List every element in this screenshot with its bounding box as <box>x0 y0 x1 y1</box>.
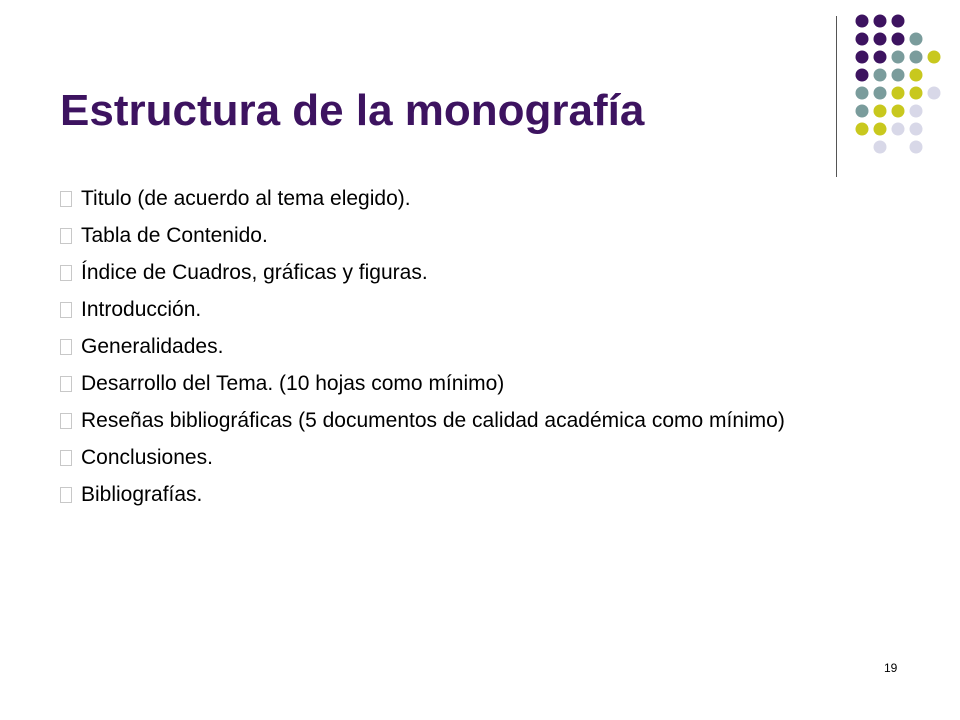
decorative-dot <box>892 123 905 136</box>
decorative-dot <box>892 51 905 64</box>
decorative-dot <box>856 15 869 28</box>
decorative-dot <box>856 87 869 100</box>
decorative-dot <box>910 123 923 136</box>
decorative-dot <box>892 15 905 28</box>
list-item <box>60 223 900 248</box>
list-item-text: Generalidades. <box>81 335 224 358</box>
decorative-dot <box>874 87 887 100</box>
decorative-dot <box>892 33 905 46</box>
slide-title: Estructura de la monografía <box>60 86 645 135</box>
list-item-text: Desarrollo del Tema. (10 hojas como mínimo) <box>81 372 505 395</box>
decorative-dot <box>856 105 869 118</box>
bullet-list <box>60 186 900 519</box>
decorative-dot <box>910 105 923 118</box>
decorative-dot <box>910 33 923 46</box>
page-number: 19 <box>884 661 898 675</box>
list-item-text: Conclusiones. <box>81 446 213 469</box>
list-item-text: Bibliografías. <box>81 483 203 506</box>
list-item-text: Índice de Cuadros, gráficas y figuras. <box>81 261 428 284</box>
decorative-dot <box>928 87 941 100</box>
decorative-dot <box>910 87 923 100</box>
decorative-dot <box>874 123 887 136</box>
decorative-dot <box>874 69 887 82</box>
decorative-vertical-line <box>836 16 837 177</box>
list-item <box>60 482 900 507</box>
list-item <box>60 186 900 211</box>
decorative-dot <box>892 69 905 82</box>
decorative-dot <box>856 51 869 64</box>
list-item <box>60 334 900 359</box>
list-item <box>60 445 900 470</box>
decorative-dot <box>892 87 905 100</box>
bullet-icon <box>60 265 72 281</box>
bullet-icon <box>60 191 72 207</box>
list-item-text: Introducción. <box>81 298 202 321</box>
list-item-text: Reseñas bibliográficas (5 documentos de calidad académica como mínimo) <box>81 409 785 432</box>
list-item <box>60 297 900 322</box>
list-item <box>60 408 900 433</box>
decorative-dot <box>910 141 923 154</box>
decorative-dot <box>856 69 869 82</box>
decorative-dot <box>856 33 869 46</box>
bullet-icon <box>60 450 72 466</box>
decorative-dot <box>874 51 887 64</box>
list-item <box>60 371 900 396</box>
bullet-icon <box>60 228 72 244</box>
decorative-dot <box>874 15 887 28</box>
bullet-icon <box>60 487 72 503</box>
decorative-dot <box>874 105 887 118</box>
decorative-dot <box>892 105 905 118</box>
decorative-dot <box>910 69 923 82</box>
list-item-text: Titulo (de acuerdo al tema elegido). <box>81 187 411 210</box>
decorative-dot <box>910 51 923 64</box>
decorative-dot <box>874 141 887 154</box>
bullet-icon <box>60 376 72 392</box>
decorative-dot <box>856 123 869 136</box>
list-item <box>60 260 900 285</box>
decorative-dot <box>874 33 887 46</box>
bullet-icon <box>60 339 72 355</box>
bullet-icon <box>60 302 72 318</box>
bullet-icon <box>60 413 72 429</box>
decorative-dot <box>928 51 941 64</box>
list-item-text: Tabla de Contenido. <box>81 224 268 247</box>
